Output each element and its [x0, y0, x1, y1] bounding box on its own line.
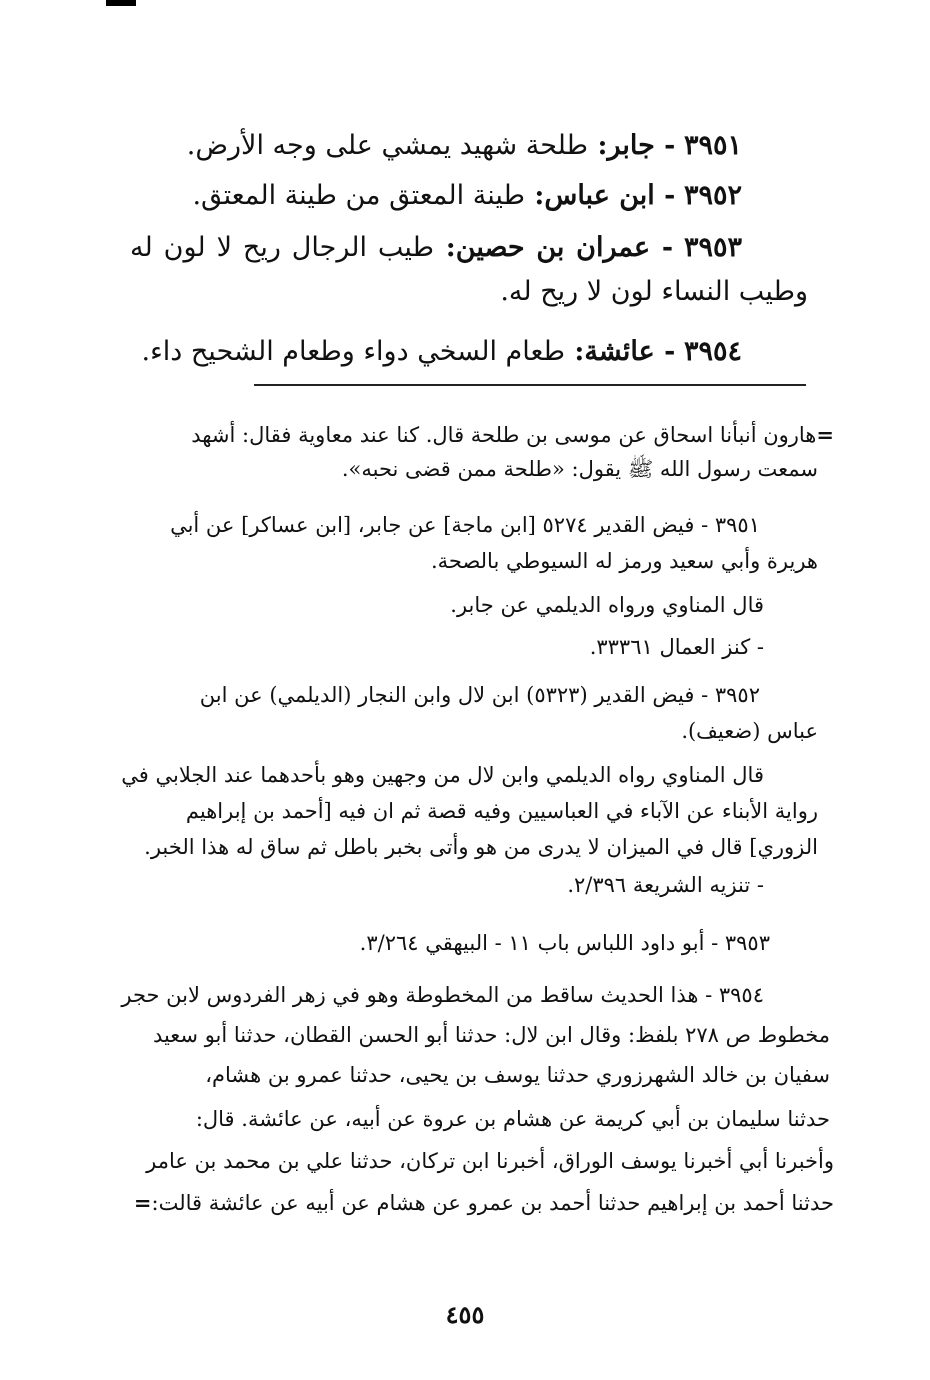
hadith-number: ٣٩٥٢	[683, 180, 742, 211]
hadith-3952: ٣٩٥٢ - ابن عباس: طينة المعتق من طينة المعتق.	[192, 180, 742, 211]
page-number: ٤٥٥	[445, 1300, 485, 1329]
hadith-number: ٣٩٥٣	[683, 232, 742, 263]
footnote-separator	[254, 384, 806, 386]
footnote-3952-line-3: قال المناوي رواه الديلمي وابن لال من وجهين وهو بأحدهما عند الجلابي في	[121, 763, 764, 787]
footnote-3952-line-4: رواية الأبناء عن الآباء في العباسيين وفيه قصة ثم ان فيه [أحمد بن إبراهيم	[185, 799, 818, 823]
hadith-narrator: ابن عباس	[544, 180, 655, 211]
hadith-number: ٣٩٥٤	[683, 336, 742, 367]
continuation-mark: =	[133, 1190, 152, 1215]
footnote-continued-line-2: سمعت رسول الله ﷺ يقول: «طلحة ممن قضى نحبه».	[341, 457, 818, 481]
footnote-3952-line-6: - تنزيه الشريعة ٢/٣٩٦.	[567, 873, 764, 897]
footnote-3954-line-6: حدثنا أحمد بن إبراهيم حدثنا أحمد بن عمرو عن هشام عن أبيه عن عائشة قالت:=	[133, 1190, 834, 1215]
hadith-narrator: عمران بن حصين	[455, 232, 651, 263]
hadith-text: طعام السخي دواء وطعام الشحيح داء.	[141, 336, 565, 367]
hadith-3951: ٣٩٥١ - جابر: طلحة شهيد يمشي على وجه الأرض.	[186, 130, 742, 161]
footnote-3951-line-1: ٣٩٥١ - فيض القدير ٥٢٧٤ [ابن ماجة] عن جابر، [ابن عساكر] عن أبي	[170, 513, 760, 537]
footnote-3951-line-4: - كنز العمال ٣٣٣٦١.	[589, 635, 764, 659]
footnote-3951-line-2: هريرة وأبي سعيد ورمز له السيوطي بالصحة.	[430, 549, 818, 573]
footnote-3954-line-4: حدثنا سليمان بن أبي كريمة عن هشام بن عروة عن أبيه، عن عائشة. قال:	[195, 1107, 830, 1131]
footnote-3954-line-3: سفيان بن خالد الشهرزوري حدثنا يوسف بن يحيى، حدثنا عمرو بن هشام،	[205, 1063, 830, 1087]
hadith-text: طلحة شهيد يمشي على وجه الأرض.	[186, 130, 589, 161]
hadith-3954: ٣٩٥٤ - عائشة: طعام السخي دواء وطعام الشحيح داء.	[141, 336, 742, 367]
footnote-continued-line-1: =هارون أنبأنا اسحاق عن موسى بن طلحة قال. كنا عند معاوية فقال: أشهد	[191, 422, 834, 447]
footnote-3951-line-3: قال المناوي ورواه الديلمي عن جابر.	[450, 593, 764, 617]
hadith-3953-continuation: وطيب النساء لون لا ريح له.	[500, 276, 808, 307]
hadith-narrator: جابر	[607, 130, 655, 161]
footnote-3954-line-5: وأخبرنا أبي أخبرنا يوسف الوراق، أخبرنا ابن تركان، حدثنا علي بن محمد بن عامر	[146, 1149, 834, 1173]
footnote-3952-line-1: ٣٩٥٢ - فيض القدير (٥٣٢٣) ابن لال وابن النجار (الديلمي) عن ابن	[199, 683, 760, 707]
hadith-3953: ٣٩٥٣ - عمران بن حصين: طيب الرجال ريح لا لون له	[130, 232, 742, 263]
continuation-mark: =	[816, 422, 834, 447]
footnote-3952-line-2: عباس (ضعيف).	[681, 719, 818, 743]
hadith-text: طيب الرجال ريح لا لون له	[130, 232, 435, 263]
footnote-3954-line-2: مخطوط ص ٢٧٨ بلفظ: وقال ابن لال: حدثنا أبو الحسن القطان، حدثنا أبو سعيد	[152, 1023, 830, 1047]
footnote-3952-line-5: الزوري] قال في الميزان لا يدرى من هو وأتى بخبر باطل ثم ساق له هذا الخبر.	[144, 835, 818, 859]
footnote-3953: ٣٩٥٣ - أبو داود اللباس باب ١١ - البيهقي ٣/٢٦٤.	[359, 931, 770, 955]
top-edge-mark	[106, 0, 136, 6]
hadith-number: ٣٩٥١	[683, 130, 742, 161]
hadith-narrator: عائشة	[584, 336, 655, 367]
footnote-3954-line-1: ٣٩٥٤ - هذا الحديث ساقط من المخطوطة وهو في زهر الفردوس لابن حجر	[121, 983, 764, 1007]
hadith-text: طينة المعتق من طينة المعتق.	[192, 180, 525, 211]
